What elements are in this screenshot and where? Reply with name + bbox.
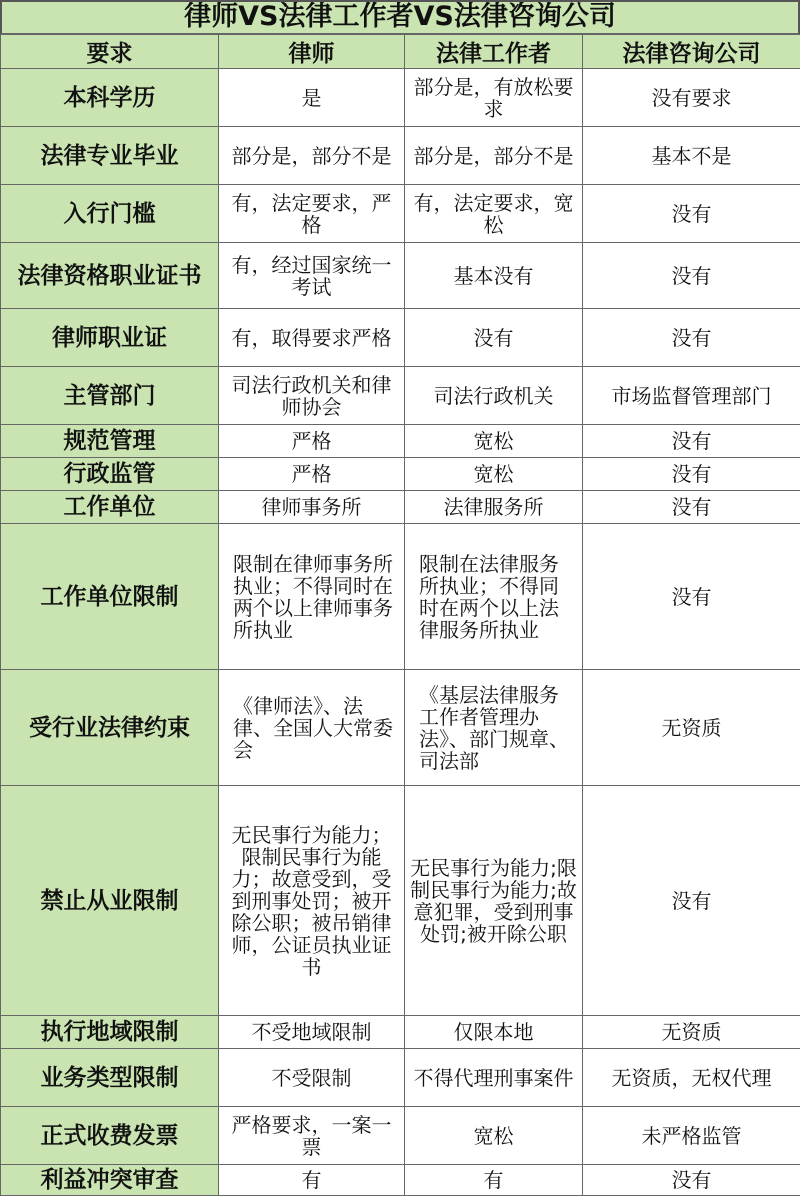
consult-cell: 没有 <box>583 786 800 1016</box>
row-label: 正式收费发票 <box>1 1107 219 1165</box>
table-row <box>1 425 800 458</box>
table-row <box>1 670 800 786</box>
table-row <box>1 185 800 243</box>
worker-cell: 无民事行为能力;限制民事行为能力;故意犯罪，受到刑事处罚;被开除公职 <box>405 786 583 1016</box>
consult-cell: 无资质 <box>583 670 800 786</box>
table-row <box>1 1016 800 1049</box>
worker-cell: 司法行政机关 <box>405 367 583 425</box>
table-row <box>1 367 800 425</box>
consult-cell: 没有 <box>583 491 800 524</box>
table-row <box>1 458 800 491</box>
row-label: 受行业法律约束 <box>1 670 219 786</box>
worker-cell: 有 <box>405 1165 583 1196</box>
worker-cell: 宽松 <box>405 458 583 491</box>
lawyer-cell: 限制在律师事务所执业；不得同时在两个以上律师事务所执业 <box>219 524 405 670</box>
worker-cell: 法律服务所 <box>405 491 583 524</box>
consult-cell: 没有 <box>583 458 800 491</box>
row-label: 工作单位 <box>1 491 219 524</box>
header-requirement: 要求 <box>1 35 219 69</box>
consult-cell: 没有 <box>583 524 800 670</box>
lawyer-cell: 严格 <box>219 458 405 491</box>
worker-cell: 部分是，有放松要求 <box>405 69 583 127</box>
table-row <box>1 69 800 127</box>
row-label: 禁止从业限制 <box>1 786 219 1016</box>
worker-cell: 基本没有 <box>405 243 583 309</box>
worker-cell: 《基层法律服务工作者管理办法》、部门规章、司法部 <box>405 670 583 786</box>
lawyer-cell: 部分是，部分不是 <box>219 127 405 185</box>
table-row <box>1 309 800 367</box>
lawyer-cell: 司法行政机关和律师协会 <box>219 367 405 425</box>
row-label: 律师职业证 <box>1 309 219 367</box>
row-label: 业务类型限制 <box>1 1049 219 1107</box>
consult-cell: 没有 <box>583 243 800 309</box>
worker-cell: 有，法定要求，宽松 <box>405 185 583 243</box>
lawyer-cell: 有，法定要求，严格 <box>219 185 405 243</box>
row-label: 行政监管 <box>1 458 219 491</box>
consult-cell: 没有 <box>583 425 800 458</box>
row-label: 法律资格职业证书 <box>1 243 219 309</box>
header-legal-consulting-company: 法律咨询公司 <box>583 35 800 69</box>
row-label: 执行地域限制 <box>1 1016 219 1049</box>
header-lawyer: 律师 <box>219 35 405 69</box>
worker-cell: 没有 <box>405 309 583 367</box>
lawyer-cell: 无民事行为能力；限制民事行为能力；故意受到，受到刑事处罚；被开除公职；被吊销律师，公证员执业证书 <box>219 786 405 1016</box>
table-row <box>1 1049 800 1107</box>
table-row <box>1 243 800 309</box>
worker-cell: 限制在法律服务所执业；不得同时在两个以上法律服务所执业 <box>405 524 583 670</box>
lawyer-cell: 《律师法》、法律、全国人大常委会 <box>219 670 405 786</box>
worker-cell: 仅限本地 <box>405 1016 583 1049</box>
lawyer-cell: 严格 <box>219 425 405 458</box>
lawyer-cell: 是 <box>219 69 405 127</box>
lawyer-cell: 律师事务所 <box>219 491 405 524</box>
consult-cell: 基本不是 <box>583 127 800 185</box>
lawyer-cell: 有，经过国家统一考试 <box>219 243 405 309</box>
row-label: 法律专业毕业 <box>1 127 219 185</box>
table-row <box>1 786 800 1016</box>
worker-cell: 部分是，部分不是 <box>405 127 583 185</box>
worker-cell: 宽松 <box>405 425 583 458</box>
row-label: 本科学历 <box>1 69 219 127</box>
row-label: 入行门槛 <box>1 185 219 243</box>
table-row <box>1 1165 800 1196</box>
row-label: 工作单位限制 <box>1 524 219 670</box>
worker-cell: 宽松 <box>405 1107 583 1165</box>
table-row <box>1 1107 800 1165</box>
lawyer-cell: 严格要求，一案一票 <box>219 1107 405 1165</box>
consult-cell: 无资质，无权代理 <box>583 1049 800 1107</box>
worker-cell: 不得代理刑事案件 <box>405 1049 583 1107</box>
table-row <box>1 524 800 670</box>
lawyer-cell: 有，取得要求严格 <box>219 309 405 367</box>
consult-cell: 没有 <box>583 1165 800 1196</box>
table-row <box>1 127 800 185</box>
consult-cell: 市场监督管理部门 <box>583 367 800 425</box>
header-legal-worker: 法律工作者 <box>405 35 583 69</box>
table-title: 律师VS法律工作者VS法律咨询公司 <box>0 0 800 34</box>
lawyer-cell: 不受地域限制 <box>219 1016 405 1049</box>
row-label: 主管部门 <box>1 367 219 425</box>
consult-cell: 没有要求 <box>583 69 800 127</box>
row-label: 规范管理 <box>1 425 219 458</box>
row-label: 利益冲突审查 <box>1 1165 219 1196</box>
table-row <box>1 491 800 524</box>
consult-cell: 没有 <box>583 185 800 243</box>
header-row <box>1 35 800 69</box>
consult-cell: 未严格监管 <box>583 1107 800 1165</box>
consult-cell: 无资质 <box>583 1016 800 1049</box>
consult-cell: 没有 <box>583 309 800 367</box>
lawyer-cell: 不受限制 <box>219 1049 405 1107</box>
comparison-table <box>0 34 800 1196</box>
lawyer-cell: 有 <box>219 1165 405 1196</box>
